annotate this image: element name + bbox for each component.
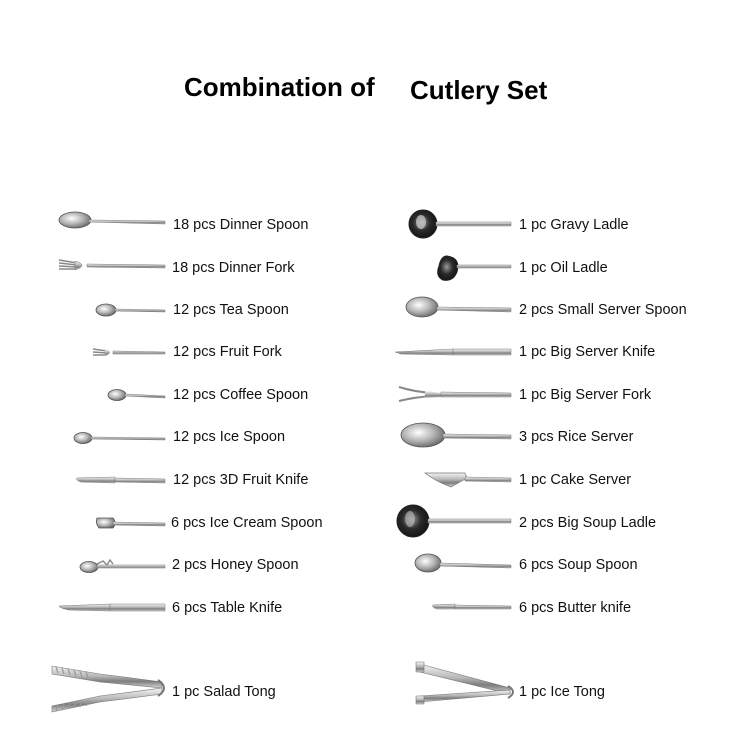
salad-tong-icon [50,660,170,720]
tea-spoon-icon [55,293,170,323]
item-label: 12 pcs 3D Fruit Knife [173,472,309,488]
list-item-butter-knife [395,592,725,622]
list-item-ice-tong [410,658,740,710]
list-item-cake-server [395,465,725,495]
list-item-ice-cream-spoon [55,508,355,538]
big-server-fork-icon [395,379,513,409]
ice-spoon-icon [55,422,170,452]
item-label: 1 pc Cake Server [519,472,632,488]
item-label: 6 pcs Table Knife [172,600,283,616]
list-item-big-server-fork [395,379,725,409]
item-label: 6 pcs Butter knife [519,600,632,616]
item-label: 3 pcs Rice Server [519,429,634,445]
list-item-ice-spoon [55,422,355,452]
honey-spoon-icon [55,551,170,581]
list-item-soup-spoon [395,549,725,579]
list-item-fruit-knife [55,465,355,495]
soup-spoon-icon [395,549,513,579]
list-item-gravy-ladle [395,207,725,237]
item-label: 18 pcs Dinner Spoon [173,217,309,233]
dinner-fork-icon [55,250,170,280]
item-label: 12 pcs Ice Spoon [173,429,286,445]
list-item-salad-tong [50,660,350,720]
item-label: 18 pcs Dinner Fork [172,260,295,276]
item-label: 12 pcs Tea Spoon [173,302,289,318]
list-item-dinner-spoon [55,207,355,237]
list-item-rice-server [395,420,725,450]
list-item-oil-ladle [395,250,725,280]
item-label: 2 pcs Honey Spoon [172,557,299,573]
item-label: 2 pcs Small Server Spoon [519,302,687,318]
list-item-table-knife [55,594,355,624]
dinner-spoon-icon [55,207,170,237]
list-item-dinner-fork [55,250,355,280]
title-part-2: Cutlery Set [410,75,548,105]
item-label: 1 pc Gravy Ladle [519,217,629,233]
item-label: 1 pc Oil Ladle [519,260,608,276]
item-label: 1 pc Big Server Knife [519,344,656,360]
cake-server-icon [395,465,513,495]
list-item-big-soup-ladle [395,504,725,534]
item-label: 1 pc Salad Tong [172,684,276,700]
ice-cream-spoon-icon [55,508,170,538]
big-soup-ladle-icon [395,504,513,540]
list-item-coffee-spoon [55,379,355,409]
rice-server-icon [395,420,513,452]
item-label: 1 pc Big Server Fork [519,387,652,403]
big-server-knife-icon [395,336,513,366]
item-label: 6 pcs Ice Cream Spoon [171,515,323,531]
list-item-big-server-knife [395,336,725,366]
item-label: 2 pcs Big Soup Ladle [519,515,657,531]
title-part-1: Combination of [184,72,375,102]
item-label: 6 pcs Soup Spoon [519,557,638,573]
item-label: 1 pc Ice Tong [519,684,605,700]
page-title [0,66,750,110]
ice-tong-icon [410,658,520,708]
item-label: 12 pcs Fruit Fork [173,344,282,360]
small-server-spoon-icon [395,293,513,323]
item-label: 12 pcs Coffee Spoon [173,387,309,403]
coffee-spoon-icon [55,379,170,409]
gravy-ladle-icon [395,207,513,241]
butter-knife-icon [395,592,513,622]
list-item-honey-spoon [55,551,355,581]
fruit-fork-icon [55,336,170,366]
oil-ladle-icon [395,250,513,284]
list-item-fruit-fork [55,336,355,366]
table-knife-icon [55,594,170,624]
fruit-knife-icon [55,465,170,495]
list-item-tea-spoon [55,293,355,323]
list-item-small-server-spoon [395,293,725,323]
